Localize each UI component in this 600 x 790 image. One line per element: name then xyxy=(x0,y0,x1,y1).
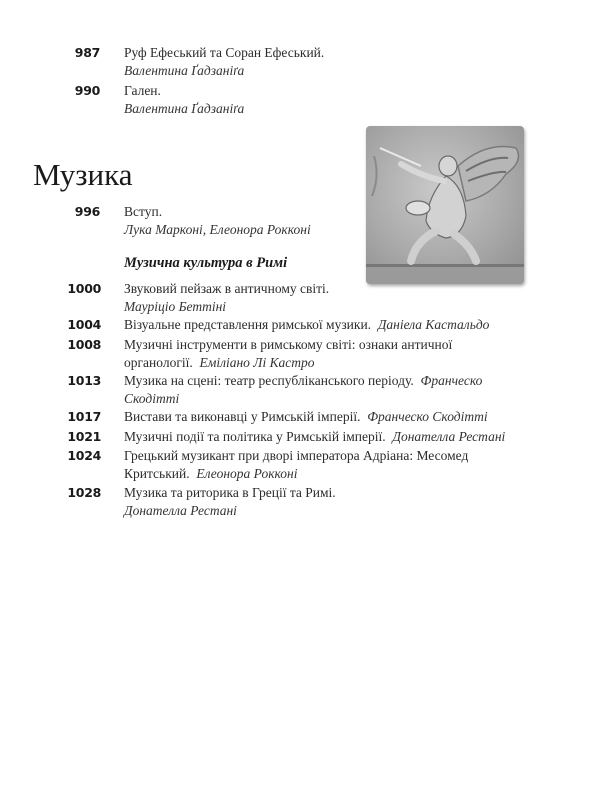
entry-text xyxy=(124,336,504,372)
entry-text xyxy=(124,428,554,446)
entry-title: Звуковий пейзаж в античному світі. xyxy=(124,281,330,296)
entry-title: Руф Ефеський та Соран Ефеський. xyxy=(124,45,325,60)
entry-text xyxy=(124,44,524,80)
subsection-heading: Музична культура в Римі xyxy=(124,255,288,271)
entry-author: Донателла Рестані xyxy=(392,429,506,444)
page-number: 1028 xyxy=(67,485,101,500)
entry-author: Лука Марконі, Елеонора Рокконі xyxy=(124,222,311,237)
entry-text xyxy=(124,447,514,483)
page-number: 1021 xyxy=(67,429,101,444)
entry-author: Даніела Кастальдо xyxy=(377,317,490,332)
page-number: 1024 xyxy=(67,448,101,463)
entry-author: Валентина Ґадзаніґа xyxy=(124,63,245,78)
entry-author: Мауріціо Беттіні xyxy=(124,299,227,314)
entry-title: Вступ. xyxy=(124,204,163,219)
entry-title: Візуальне представлення римської музики. xyxy=(124,317,372,332)
page-number: 996 xyxy=(74,204,100,219)
entry-text xyxy=(124,372,514,408)
entry-title: Вистави та виконавці у Римській імперії. xyxy=(124,409,361,424)
entry-text xyxy=(124,408,544,426)
entry-text xyxy=(124,82,524,118)
page-number: 987 xyxy=(74,45,100,60)
entry-text xyxy=(124,484,524,520)
entry-title: Музика на сцені: театр республіканського періоду. xyxy=(124,373,414,388)
entry-text xyxy=(124,203,524,239)
entry-author: Валентина Ґадзаніґа xyxy=(124,101,245,116)
entry-author: Елеонора Рокконі xyxy=(196,466,298,481)
entry-title: Музичні події та політика у Римській імперії. xyxy=(124,429,386,444)
entry-author: Донателла Рестані xyxy=(124,503,237,518)
page-number: 990 xyxy=(74,83,100,98)
entry-title: Гален. xyxy=(124,83,161,98)
entry-title: Музичні інструменти в римському світі: ознаки античної органології. xyxy=(124,337,453,370)
page-number: 1000 xyxy=(67,281,101,296)
entry-text xyxy=(124,280,524,316)
page-number: 1017 xyxy=(67,409,101,424)
entry-text xyxy=(124,316,544,334)
page-number: 1008 xyxy=(67,337,101,352)
entry-author: Франческо Скодітті xyxy=(367,409,488,424)
entry-author: Еміліано Лі Кастро xyxy=(199,355,315,370)
entry-title: Музика та риторика в Греції та Римі. xyxy=(124,485,336,500)
page-number: 1004 xyxy=(67,317,101,332)
entry-author: Франческо Скодітті xyxy=(124,373,483,406)
entry-title: Грецький музикант при дворі імператора Адріана: Месомед Критський. xyxy=(124,448,469,481)
page-number: 1013 xyxy=(67,373,101,388)
section-heading: Музика xyxy=(33,157,133,192)
